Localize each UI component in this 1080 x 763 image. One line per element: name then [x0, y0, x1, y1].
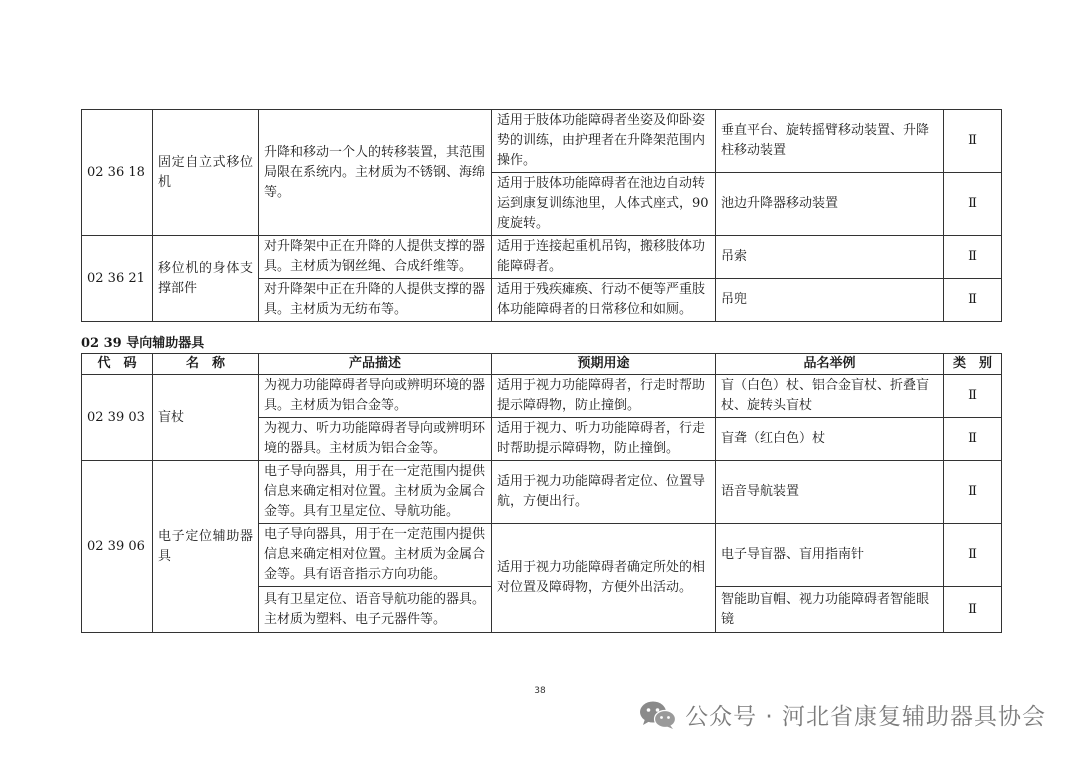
item-examples: 盲聋（红白色）杖 — [716, 418, 944, 461]
header-examples: 品名举例 — [716, 354, 944, 375]
item-class: Ⅱ — [944, 236, 1002, 279]
item-use: 适用于视力、听力功能障碍者，行走时帮助提示障碍物，防止撞倒。 — [492, 418, 716, 461]
item-description: 为视力、听力功能障碍者导向或辨明环境的器具。主材质为铝合金等。 — [259, 418, 492, 461]
item-name: 电子定位辅助器具 — [153, 461, 259, 633]
item-class: Ⅱ — [944, 524, 1002, 587]
item-examples: 吊兜 — [716, 279, 944, 322]
table-header-row — [82, 354, 1002, 375]
item-name: 盲杖 — [153, 375, 259, 461]
item-code: 02 36 21 — [82, 236, 153, 322]
item-description: 电子导向器具，用于在一定范围内提供信息来确定相对位置。主材质为金属合金等。具有卫星定位、导航功能。 — [259, 461, 492, 524]
item-description: 电子导向器具，用于在一定范围内提供信息来确定相对位置。主材质为金属合金等。具有语音指示方向功能。 — [259, 524, 492, 587]
item-use: 适用于视力功能障碍者，行走时帮助提示障碍物，防止撞倒。 — [492, 375, 716, 418]
table-row — [82, 236, 1002, 279]
table-row — [82, 375, 1002, 418]
item-use: 适用于肢体功能障碍者坐姿及仰卧姿势的训练，由护理者在升降架范围内操作。 — [492, 110, 716, 173]
header-code: 代 码 — [82, 354, 153, 375]
item-description: 对升降架中正在升降的人提供支撑的器具。主材质为钢丝绳、合成纤维等。 — [259, 236, 492, 279]
guidance-aids-table — [81, 353, 1002, 633]
item-code: 02 36 18 — [82, 110, 153, 236]
item-description: 具有卫星定位、语音导航功能的器具。主材质为塑料、电子元器件等。 — [259, 587, 492, 633]
section-title: 02 39 导向辅助器具 — [81, 336, 205, 351]
item-examples: 吊索 — [716, 236, 944, 279]
table-row — [82, 110, 1002, 173]
watermark — [639, 698, 1046, 731]
header-use: 预期用途 — [492, 354, 716, 375]
item-class: Ⅱ — [944, 173, 1002, 236]
item-description: 为视力功能障碍者导向或辨明环境的器具。主材质为铝合金等。 — [259, 375, 492, 418]
continuation-table — [81, 109, 1002, 322]
item-class: Ⅱ — [944, 418, 1002, 461]
item-examples: 电子导盲器、盲用指南针 — [716, 524, 944, 587]
item-code: 02 39 03 — [82, 375, 153, 461]
item-examples: 智能助盲帽、视力功能障碍者智能眼镜 — [716, 587, 944, 633]
header-description: 产品描述 — [259, 354, 492, 375]
header-name: 名 称 — [153, 354, 259, 375]
page-number: 38 — [534, 686, 546, 696]
item-name: 移位机的身体支撑部件 — [153, 236, 259, 322]
item-use: 适用于连接起重机吊钩，搬移肢体功能障碍者。 — [492, 236, 716, 279]
item-examples: 池边升降器移动装置 — [716, 173, 944, 236]
item-examples: 盲（白色）杖、铝合金盲杖、折叠盲杖、旋转头盲杖 — [716, 375, 944, 418]
item-name: 固定自立式移位机 — [153, 110, 259, 236]
watermark-text: 公众号 · 河北省康复辅助器具协会 — [685, 704, 1046, 730]
wechat-icon — [639, 700, 677, 730]
item-class: Ⅱ — [944, 461, 1002, 524]
item-class: Ⅱ — [944, 587, 1002, 633]
item-class: Ⅱ — [944, 279, 1002, 322]
item-examples: 语音导航装置 — [716, 461, 944, 524]
item-class: Ⅱ — [944, 375, 1002, 418]
item-description: 升降和移动一个人的转移装置，其范围局限在系统内。主材质为不锈钢、海绵等。 — [259, 110, 492, 236]
item-class: Ⅱ — [944, 110, 1002, 173]
header-class: 类 别 — [944, 354, 1002, 375]
table-row — [82, 461, 1002, 524]
item-examples: 垂直平台、旋转摇臂移动装置、升降柱移动装置 — [716, 110, 944, 173]
item-description: 对升降架中正在升降的人提供支撑的器具。主材质为无纺布等。 — [259, 279, 492, 322]
item-code: 02 39 06 — [82, 461, 153, 633]
item-use: 适用于视力功能障碍者确定所处的相对位置及障碍物，方便外出活动。 — [492, 524, 716, 633]
item-use: 适用于残疾瘫痪、行动不便等严重肢体功能障碍者的日常移位和如厕。 — [492, 279, 716, 322]
item-use: 适用于视力功能障碍者定位、位置导航，方便出行。 — [492, 461, 716, 524]
item-use: 适用于肢体功能障碍者在池边自动转运到康复训练池里，人体式座式，90度旋转。 — [492, 173, 716, 236]
